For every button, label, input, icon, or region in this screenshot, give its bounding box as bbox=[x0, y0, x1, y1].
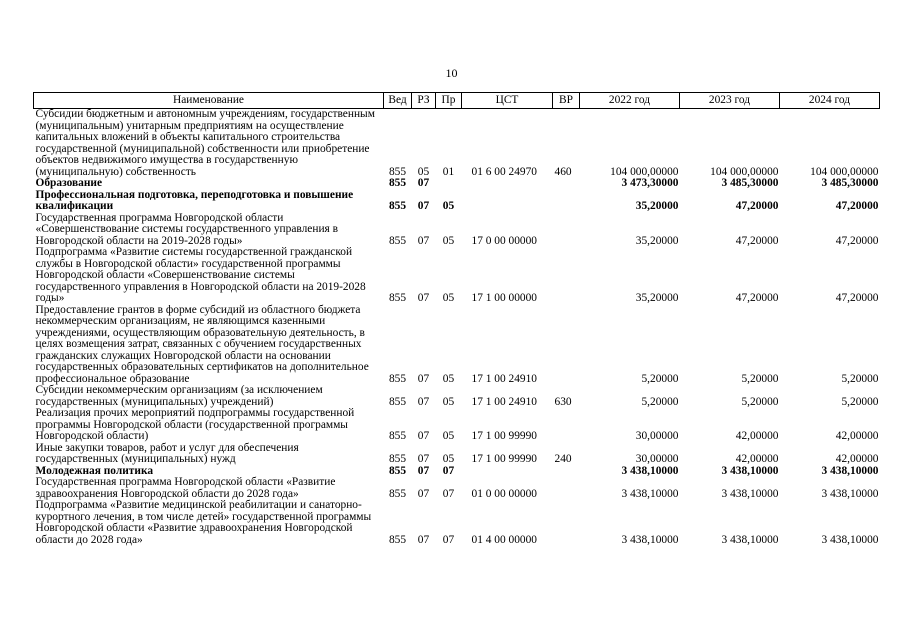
row-rz-cell: 07 bbox=[417, 292, 430, 304]
table-row bbox=[34, 385, 880, 408]
table-body bbox=[34, 109, 880, 547]
row-ved-cell: 855 bbox=[388, 453, 407, 465]
row-2023-cell: 42,00000 bbox=[735, 430, 779, 442]
table-row bbox=[34, 477, 880, 500]
row-2023-cell: 3 485,30000 bbox=[721, 177, 779, 189]
row-2024-cell: 3 438,10000 bbox=[821, 487, 879, 500]
table-row bbox=[34, 443, 880, 466]
header-2024: 2024 год bbox=[780, 93, 880, 109]
budget-table bbox=[33, 92, 880, 546]
row-name-cell: Государственная программа Новгородской области «Совершенствование системы государственного управления в Новгородской области на 2019-2028 годы» bbox=[35, 211, 339, 247]
row-cst-cell: 17 1 00 24910 bbox=[471, 395, 537, 408]
row-2022-cell: 5,20000 bbox=[641, 372, 679, 385]
row-pr-cell: 05 bbox=[442, 292, 455, 304]
row-pr-cell: 07 bbox=[442, 533, 455, 546]
table-row bbox=[34, 408, 880, 443]
row-name-cell: Предоставление грантов в форме субсидий из областного бюджета некоммерческим организациям, не являющимся казенными учреждениями, осуществляющим образовательную деятельность, в целях возмещения затрат, связанных с обучением государственных гражданских служащих Новгородской области на основании государственных образовательных сертификатов на дополнительное профессиональное образование bbox=[35, 303, 369, 385]
row-2024-cell: 3 438,10000 bbox=[821, 464, 879, 477]
row-cst-cell bbox=[462, 190, 553, 213]
row-vr-cell bbox=[553, 247, 580, 305]
row-2022-cell: 5,20000 bbox=[641, 395, 679, 408]
header-2022: 2022 год bbox=[580, 93, 680, 109]
row-pr-cell: 05 bbox=[442, 372, 455, 385]
row-name-cell: Государственная программа Новгородской области «Развитие здравоохранения Новгородской области до 2028 года» bbox=[35, 476, 336, 500]
row-name-cell: Молодежная политика bbox=[35, 464, 154, 477]
row-name-cell: Реализация прочих мероприятий подпрограммы государственной программы Новгородской области (государственной программы Новгородской области) bbox=[35, 407, 355, 442]
row-2022-cell: 35,20000 bbox=[635, 234, 679, 247]
row-pr-cell: 05 bbox=[442, 234, 455, 247]
row-cst-cell: 17 1 00 24910 bbox=[471, 372, 537, 385]
row-name-cell: Иные закупки товаров, работ и услуг для обеспечения государственных (муниципальных) нужд bbox=[35, 441, 299, 465]
row-2023-cell: 5,20000 bbox=[741, 372, 779, 385]
row-ved-cell: 855 bbox=[388, 430, 407, 442]
row-name-cell: Подпрограмма «Развитие медицинской реабилитации и санаторно-курортного лечения, в том числе детей» государственной программы Новгородской области «Развитие здравоохранения Новгородской области до 2028 года» bbox=[35, 499, 372, 546]
table-row bbox=[34, 213, 880, 248]
row-cst-cell: 17 1 00 99990 bbox=[471, 453, 537, 465]
row-2024-cell: 3 485,30000 bbox=[821, 177, 879, 189]
row-pr-cell: 05 bbox=[442, 453, 455, 465]
row-2022-cell: 3 438,10000 bbox=[621, 487, 679, 500]
row-ved-cell: 855 bbox=[388, 234, 407, 247]
row-2024-cell: 3 438,10000 bbox=[821, 533, 879, 546]
row-2023-cell: 47,20000 bbox=[735, 200, 779, 212]
header-pr: Пр bbox=[436, 93, 462, 109]
row-2024-cell: 5,20000 bbox=[841, 372, 879, 385]
table-row bbox=[34, 305, 880, 386]
table-header-row bbox=[34, 93, 880, 109]
row-cst-cell: 01 0 00 00000 bbox=[471, 487, 537, 500]
row-ved-cell: 855 bbox=[388, 292, 407, 304]
row-pr-cell: 01 bbox=[442, 165, 455, 178]
row-2022-cell: 3 473,30000 bbox=[621, 177, 679, 189]
row-2023-cell: 47,20000 bbox=[735, 234, 779, 247]
row-2022-cell: 35,20000 bbox=[635, 200, 679, 212]
header-vr: ВР bbox=[553, 93, 580, 109]
row-2022-cell: 3 438,10000 bbox=[621, 533, 679, 546]
row-ved-cell: 855 bbox=[388, 533, 407, 546]
table-row bbox=[34, 247, 880, 305]
row-ved-cell: 855 bbox=[388, 165, 407, 178]
row-2023-cell: 47,20000 bbox=[735, 292, 779, 304]
table-row bbox=[34, 190, 880, 213]
row-2024-cell: 47,20000 bbox=[835, 200, 879, 212]
row-vr-cell bbox=[553, 477, 580, 500]
row-2024-cell: 42,00000 bbox=[835, 430, 879, 442]
row-2024-cell: 47,20000 bbox=[835, 234, 879, 247]
row-ved-cell: 855 bbox=[388, 464, 407, 477]
row-cst-cell bbox=[462, 466, 553, 478]
row-ved-cell: 855 bbox=[388, 372, 407, 385]
row-2023-cell: 42,00000 bbox=[735, 453, 779, 465]
row-vr-cell: 460 bbox=[554, 165, 572, 178]
row-cst-cell: 01 4 00 00000 bbox=[471, 533, 537, 546]
row-rz-cell: 07 bbox=[417, 200, 430, 212]
header-name: Наименование bbox=[34, 93, 384, 109]
row-pr-cell: 05 bbox=[442, 200, 455, 212]
row-rz-cell: 07 bbox=[417, 430, 430, 442]
row-2023-cell: 3 438,10000 bbox=[721, 464, 779, 477]
row-rz-cell: 07 bbox=[417, 372, 430, 385]
row-ved-cell: 855 bbox=[388, 200, 407, 212]
header-2023: 2023 год bbox=[680, 93, 780, 109]
row-pr-cell: 07 bbox=[442, 464, 455, 477]
row-vr-cell bbox=[553, 213, 580, 248]
row-rz-cell: 07 bbox=[417, 177, 430, 189]
row-vr-cell bbox=[553, 178, 580, 190]
table-row bbox=[34, 109, 880, 179]
row-2022-cell: 30,00000 bbox=[635, 430, 679, 442]
row-2024-cell: 104 000,00000 bbox=[810, 165, 879, 178]
row-vr-cell: 630 bbox=[554, 395, 572, 408]
table-row bbox=[34, 500, 880, 546]
row-rz-cell: 07 bbox=[417, 453, 430, 465]
row-name-cell: Профессиональная подготовка, переподготовка и повышение квалификации bbox=[35, 188, 354, 212]
row-2022-cell: 35,20000 bbox=[635, 292, 679, 304]
row-rz-cell: 07 bbox=[417, 395, 430, 408]
row-ved-cell: 855 bbox=[388, 177, 407, 189]
row-2023-cell: 5,20000 bbox=[741, 395, 779, 408]
row-2022-cell: 104 000,00000 bbox=[610, 165, 679, 178]
row-2024-cell: 5,20000 bbox=[841, 395, 879, 408]
row-pr-cell: 07 bbox=[442, 487, 455, 500]
row-2022-cell: 3 438,10000 bbox=[621, 464, 679, 477]
row-name-cell: Субсидии бюджетным и автономным учреждениям, государственным (муниципальным) унитарным предприятиям на осуществление капитальных вложений в объекты капитального строительства государственной (муниципальной) собственности или приобретение объектов недвижимого имущества в государственную (муниципальную) собственность bbox=[35, 108, 375, 178]
row-pr-cell: 05 bbox=[442, 430, 455, 442]
row-2023-cell: 3 438,10000 bbox=[721, 533, 779, 546]
row-rz-cell: 07 bbox=[417, 464, 430, 477]
row-2023-cell: 3 438,10000 bbox=[721, 487, 779, 500]
row-vr-cell bbox=[553, 408, 580, 443]
row-pr-cell: 05 bbox=[442, 395, 455, 408]
row-vr-cell bbox=[553, 466, 580, 478]
row-vr-cell bbox=[553, 305, 580, 386]
header-ved: Вед bbox=[384, 93, 412, 109]
row-2022-cell: 30,00000 bbox=[635, 453, 679, 465]
row-cst-cell: 01 6 00 24970 bbox=[471, 165, 537, 178]
row-vr-cell: 240 bbox=[554, 453, 572, 465]
row-cst-cell bbox=[462, 178, 553, 190]
row-2023-cell: 104 000,00000 bbox=[710, 165, 779, 178]
row-vr-cell bbox=[553, 500, 580, 546]
row-2024-cell: 42,00000 bbox=[835, 453, 879, 465]
row-name-cell: Подпрограмма «Развитие системы государственной гражданской службы в Новгородской области» государственной программы Новгородской области «Совершенствование системы государственного управления в Новгородской области на 2019-2028 годы» bbox=[35, 246, 366, 304]
row-ved-cell: 855 bbox=[388, 487, 407, 500]
row-rz-cell: 07 bbox=[417, 234, 430, 247]
row-cst-cell: 17 1 00 99990 bbox=[471, 430, 537, 442]
row-name-cell: Образование bbox=[35, 177, 103, 189]
header-rz: РЗ bbox=[412, 93, 436, 109]
row-name-cell: Субсидии некоммерческим организациям (за исключением государственных (муниципальных) учреждений) bbox=[35, 384, 323, 408]
table-row bbox=[34, 178, 880, 190]
row-rz-cell: 05 bbox=[417, 165, 430, 178]
row-cst-cell: 17 1 00 00000 bbox=[471, 292, 537, 304]
row-ved-cell: 855 bbox=[388, 395, 407, 408]
row-rz-cell: 07 bbox=[417, 533, 430, 546]
row-cst-cell: 17 0 00 00000 bbox=[471, 234, 537, 247]
row-pr-cell bbox=[436, 178, 462, 190]
page-number: 10 bbox=[445, 66, 458, 80]
row-2024-cell: 47,20000 bbox=[835, 292, 879, 304]
row-vr-cell bbox=[553, 190, 580, 213]
row-rz-cell: 07 bbox=[417, 487, 430, 500]
header-cst: ЦСТ bbox=[462, 93, 553, 109]
